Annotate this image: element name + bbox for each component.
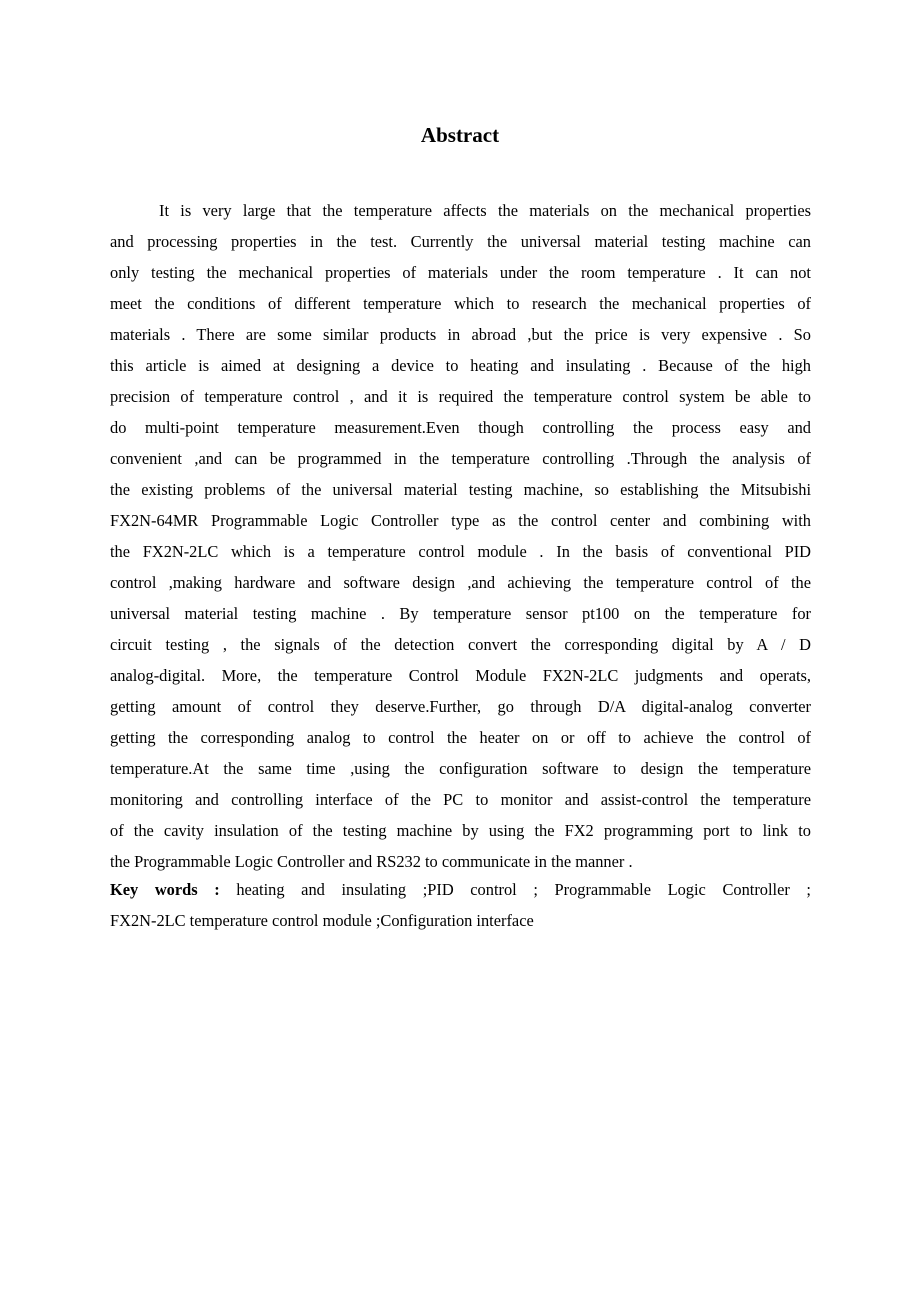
abstract-line: the Programmable Logic Controller and RS232 to communicate in the manner . [110, 852, 633, 871]
keywords-label: Key words : [110, 880, 220, 899]
abstract-line: meet the conditions of different temperature which to research the mechanical properties of [110, 294, 811, 313]
abstract-line: and processing properties in the test. Currently the universal material testing machine can [110, 232, 811, 251]
abstract-line: monitoring and controlling interface of the PC to monitor and assist-control the temperature [110, 790, 811, 809]
abstract-line: materials . There are some similar products in abroad ,but the price is very expensive . So [110, 325, 811, 344]
abstract-line: only testing the mechanical properties of materials under the room temperature . It can not [110, 263, 811, 282]
abstract-line: circuit testing , the signals of the detection convert the corresponding digital by A / D [110, 635, 811, 654]
abstract-line: FX2N-64MR Programmable Logic Controller type as the control center and combining with [110, 511, 811, 530]
keywords-text: heating and insulating ;PID control ; Programmable Logic Controller ; [219, 880, 811, 899]
keywords-line-1 [110, 874, 811, 905]
abstract-line: do multi-point temperature measurement.Even though controlling the process easy and [110, 418, 811, 437]
abstract-line: precision of temperature control , and it is required the temperature control system be able to [110, 387, 811, 406]
abstract-title: Abstract [420, 123, 500, 147]
abstract-line: getting the corresponding analog to control the heater on or off to achieve the control of [110, 728, 811, 747]
abstract-line: convenient ,and can be programmed in the temperature controlling .Through the analysis of [110, 449, 811, 468]
abstract-line: the FX2N-2LC which is a temperature control module . In the basis of conventional PID [110, 542, 811, 561]
abstract-line: temperature.At the same time ,using the configuration software to design the temperature [110, 759, 811, 778]
keywords-section [110, 874, 811, 936]
abstract-line: It is very large that the temperature affects the materials on the mechanical properties [159, 201, 811, 220]
keywords-line-2: FX2N-2LC temperature control module ;Configuration interface [110, 911, 534, 930]
abstract-line: of the cavity insulation of the testing machine by using the FX2 programming port to link to [110, 821, 811, 840]
abstract-line: analog-digital. More, the temperature Control Module FX2N-2LC judgments and operats, [110, 666, 811, 685]
abstract-line: the existing problems of the universal material testing machine, so establishing the Mitsubishi [110, 480, 811, 499]
abstract-line: getting amount of control they deserve.Further, go through D/A digital-analog converter [110, 697, 811, 716]
abstract-line: this article is aimed at designing a device to heating and insulating . Because of the high [110, 356, 811, 375]
abstract-line: control ,making hardware and software design ,and achieving the temperature control of the [110, 573, 811, 592]
abstract-line: universal material testing machine . By temperature sensor pt100 on the temperature for [110, 604, 811, 623]
abstract-body [110, 195, 811, 877]
